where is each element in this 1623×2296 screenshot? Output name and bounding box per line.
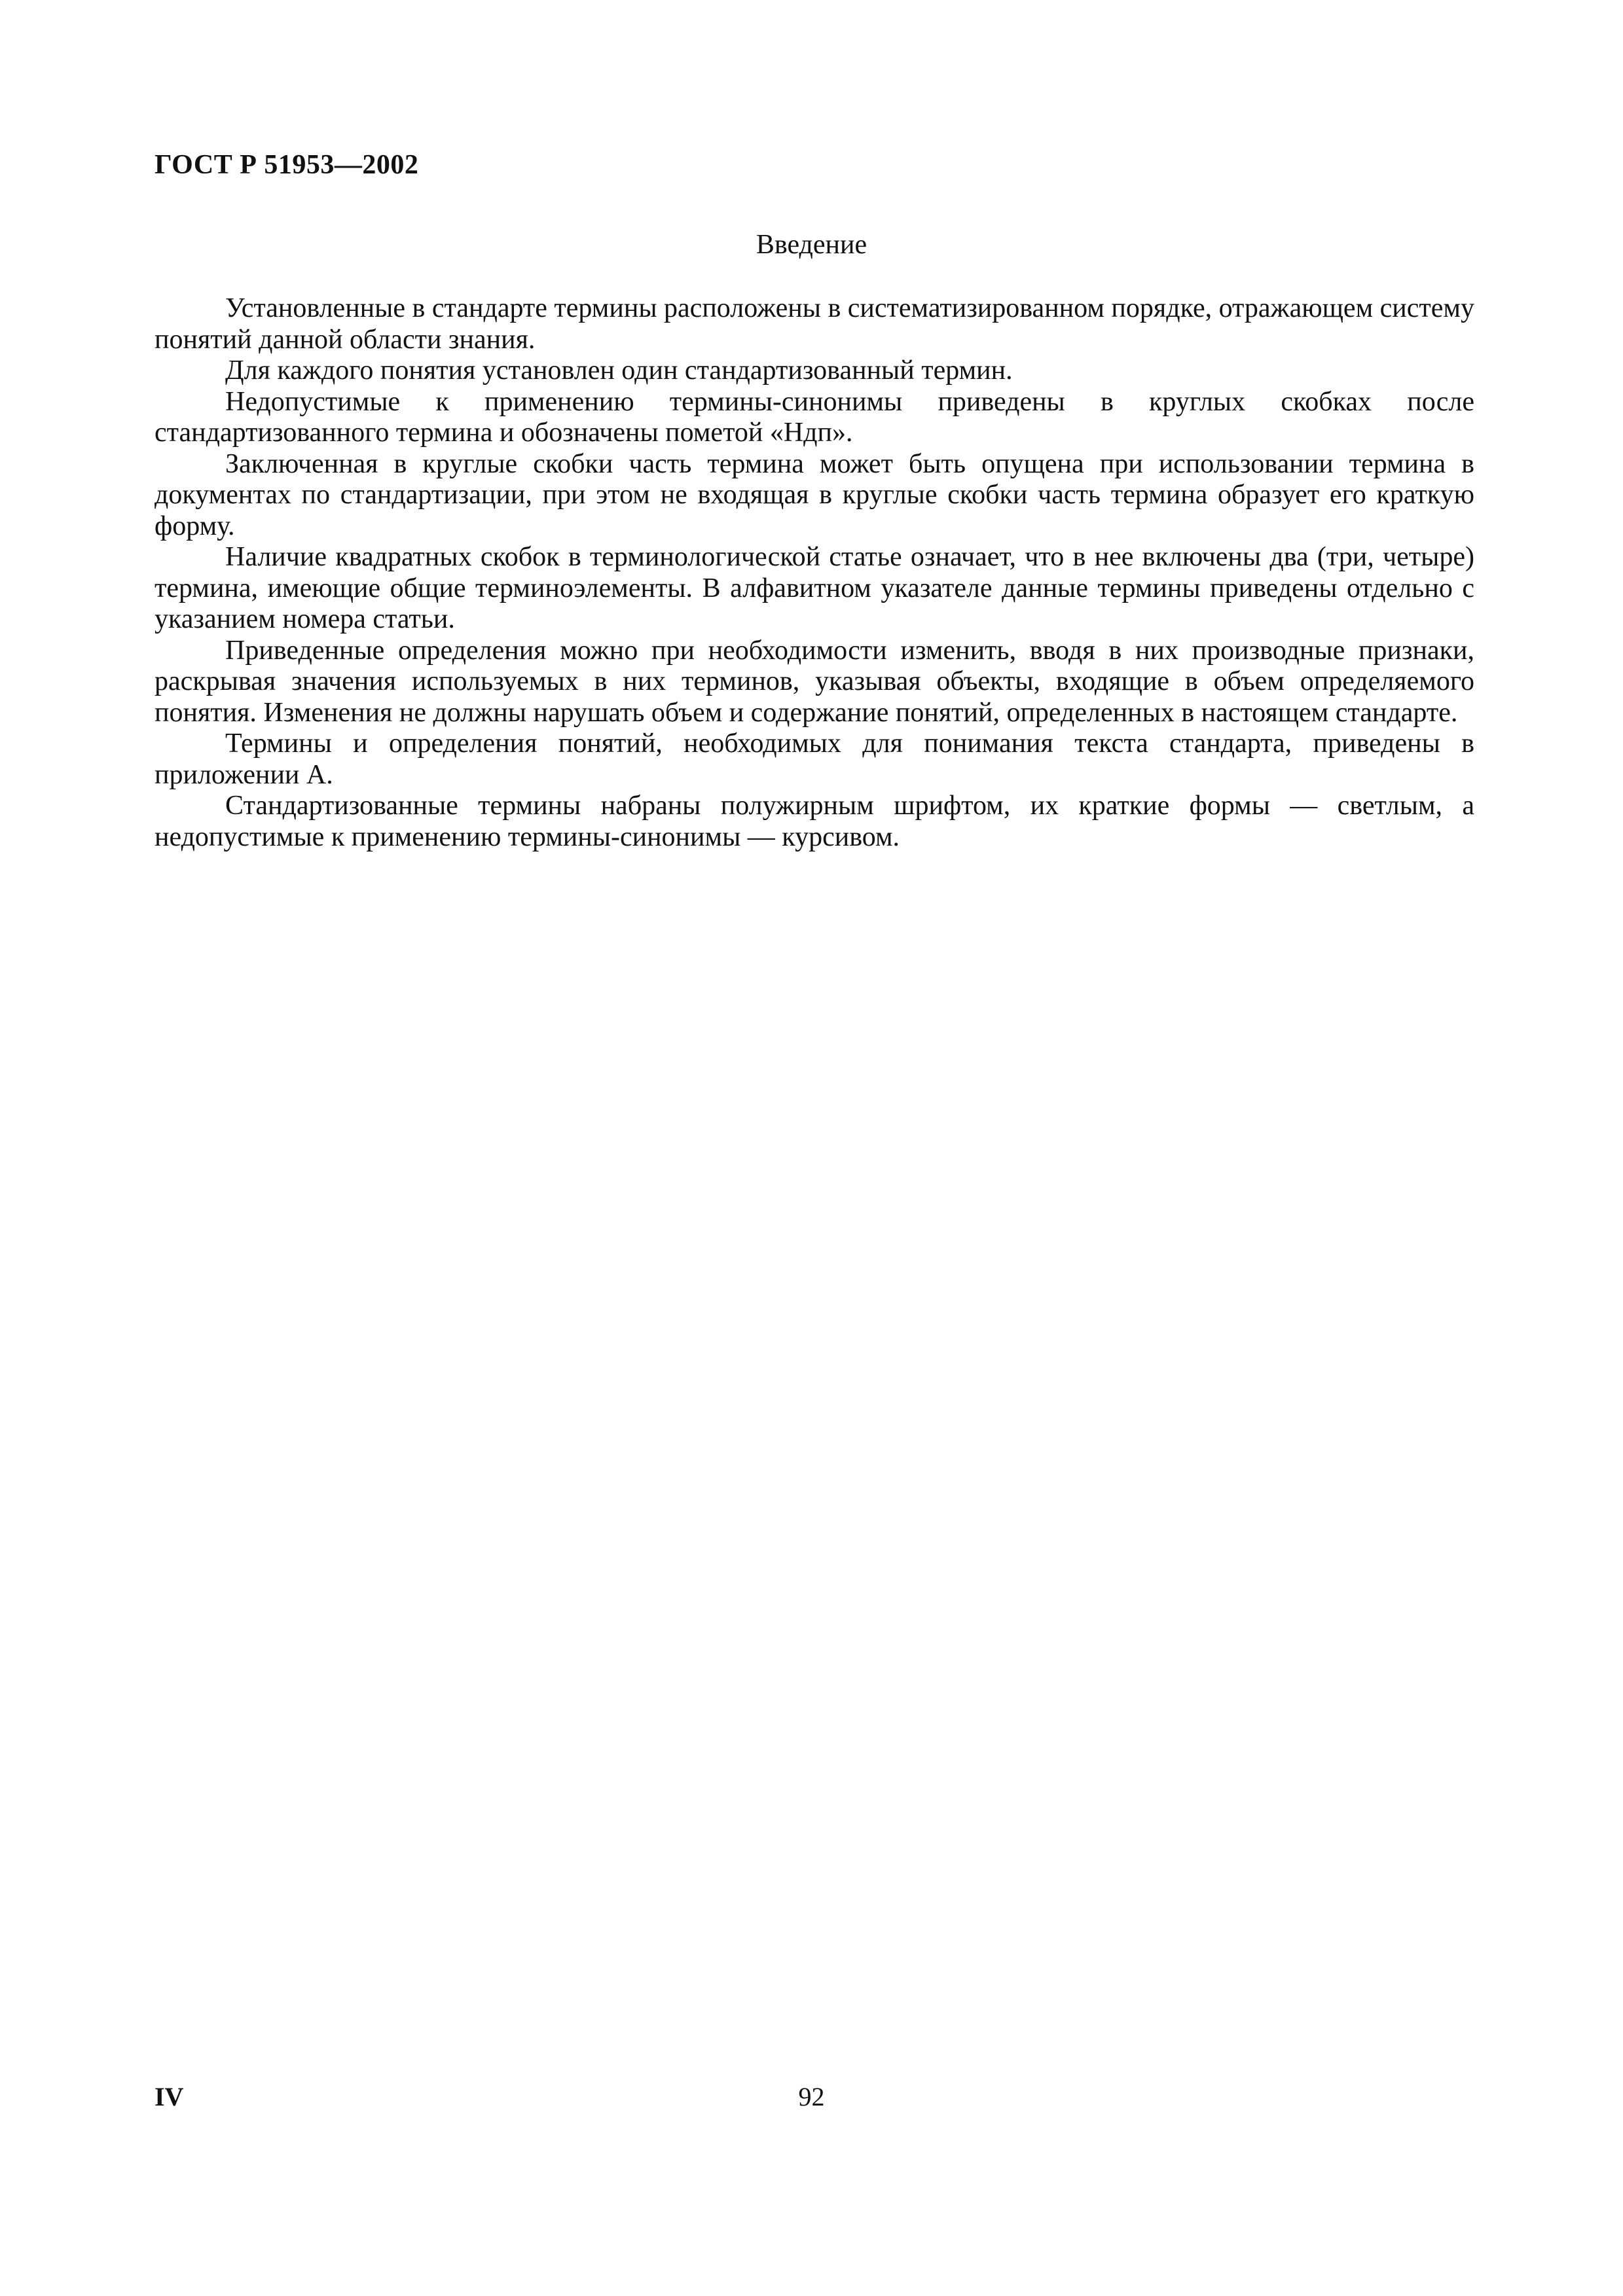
paragraph: Стандартизованные термины набраны полужирным шрифтом, их краткие формы — светлым, а недопустимые к применению термины-синонимы — курсивом. <box>155 791 1474 852</box>
paragraph: Недопустимые к применению термины-синонимы приведены в круглых скобках после стандартизованного термина и обозначены пометой «Ндп». <box>155 386 1474 448</box>
document-code: ГОСТ Р 51953—2002 <box>155 150 419 180</box>
paragraph: Установленные в стандарте термины расположены в систематизированном порядке, отражающем систему понятий данной области знания. <box>155 293 1474 355</box>
paragraph: Для каждого понятия установлен один стандартизованный термин. <box>225 355 1013 386</box>
page-roman-numeral: IV <box>155 2082 184 2111</box>
introduction-body <box>155 293 1474 853</box>
section-title-text: Введение <box>756 230 867 260</box>
paragraph: Наличие квадратных скобок в терминологической статье означает, что в нее включены два (три, четыре) термина, имеющие общие терминоэлементы. В алфавитном указателе данные термины приведены отдельно с указанием номера статьи. <box>155 542 1474 634</box>
paragraph: Термины и определения понятий, необходимых для понимания текста стандарта, приведены в приложении А. <box>155 728 1474 790</box>
section-title <box>0 229 1623 260</box>
paragraph: Заключенная в круглые скобки часть термина может быть опущена при использовании термина в документах по стандартизации, при этом не входящая в круглые скобки часть термина образует его краткую форму. <box>155 448 1474 541</box>
page-number: 92 <box>798 2082 825 2111</box>
paragraph: Приведенные определения можно при необходимости изменить, вводя в них производные признаки, раскрывая значения используемых в них терминов, указывая объекты, входящие в объем определяемого понятия. Изменения не должны нарушать объем и содержание понятий, определенных в настоящем стандарте. <box>155 635 1474 728</box>
